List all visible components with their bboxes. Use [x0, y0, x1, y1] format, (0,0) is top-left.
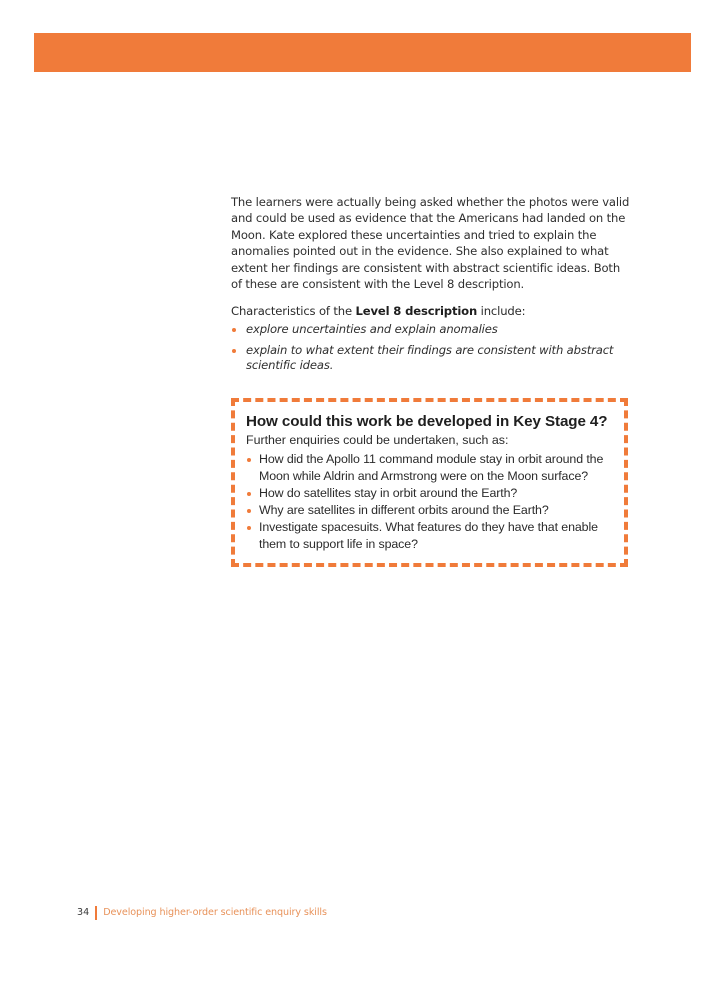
list-item [246, 502, 614, 519]
intro-bold: Level 8 description [355, 304, 478, 319]
characteristics-intro [231, 303, 631, 319]
bullet-icon [232, 328, 236, 332]
page-footer [77, 906, 327, 920]
bullet-icon [247, 492, 251, 496]
list-item-text: How do satellites stay in orbit around the Earth? [259, 486, 518, 500]
main-content [231, 194, 631, 379]
intro-prefix: Characteristics of the [231, 304, 356, 319]
list-item-text: explore uncertainties and explain anomalies [246, 322, 498, 337]
box-title: How could this work be developed in Key Stage 4? [246, 413, 608, 430]
list-item-text: explain to what extent their findings are consistent with abstract scientific ideas. [246, 342, 614, 373]
list-item [231, 322, 631, 338]
box-subtitle: Further enquiries could be undertaken, such as: [246, 433, 509, 447]
characteristics-list [231, 322, 631, 374]
document-title: Developing higher-order scientific enquiry skills [103, 907, 327, 918]
header-band [34, 33, 691, 72]
list-item-text: Why are satellites in different orbits around the Earth? [259, 503, 549, 517]
list-item-text: How did the Apollo 11 command module stay in orbit around the Moon while Aldrin and Armstrong were on the Moon surface? [259, 452, 604, 483]
enquiries-list [246, 451, 614, 553]
list-item [246, 451, 614, 485]
bullet-icon [247, 458, 251, 462]
body-paragraph: The learners were actually being asked whether the photos were valid and could be used as evidence that the Americans had landed on the Moon. Kate explored these uncertainties and tried to explain the anomalies pointed out in the evidence. She also explained to what extent her findings are consistent with abstract scientific ideas. Both of these are consistent with the Level 8 description. [231, 195, 630, 292]
list-item [231, 343, 631, 374]
footer-divider [95, 906, 97, 920]
list-item [246, 485, 614, 502]
bullet-icon [247, 526, 251, 530]
intro-suffix: include: [477, 304, 526, 319]
bullet-icon [232, 349, 236, 353]
key-stage-4-box [231, 398, 628, 567]
list-item-text: Investigate spacesuits. What features do they have that enable them to support life in space? [259, 520, 598, 551]
list-item [246, 519, 614, 553]
page-number: 34 [77, 907, 90, 918]
bullet-icon [247, 509, 251, 513]
